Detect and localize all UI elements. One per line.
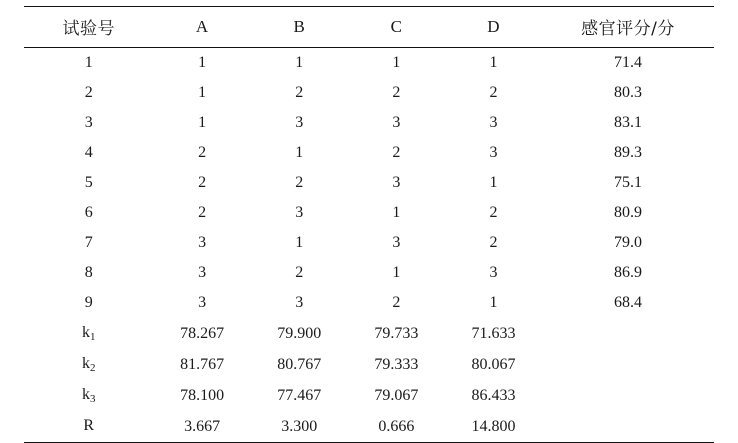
cell-run: 3 [84, 114, 93, 131]
cell-b: 79.900 [277, 324, 322, 342]
cell-score [542, 318, 714, 349]
cell-b: 3 [295, 114, 304, 131]
cell-d: 1 [489, 294, 498, 311]
cell-run: 1 [84, 54, 93, 71]
cell-score: 71.4 [614, 54, 642, 71]
document-page [0, 6, 738, 435]
cell-b: 3 [295, 204, 304, 221]
column-header-d: D [445, 7, 542, 48]
cell-d: 3 [489, 264, 498, 281]
cell-a: 3 [198, 234, 207, 251]
summary-label-base: k [82, 324, 90, 341]
cell-c: 3 [392, 234, 401, 251]
cell-a: 1 [198, 54, 207, 71]
summary-row [24, 411, 714, 443]
table-row [24, 48, 714, 79]
cell-run: 4 [84, 144, 93, 161]
cell-d: 2 [489, 204, 498, 221]
cell-a: 81.767 [180, 355, 225, 373]
table-row [24, 288, 714, 318]
cell-a: 2 [198, 204, 207, 221]
summary-row [24, 318, 714, 349]
cell-score: 75.1 [614, 174, 642, 191]
table-row [24, 108, 714, 138]
table-row [24, 198, 714, 228]
cell-b: 1 [295, 54, 304, 71]
cell-a: 2 [198, 144, 207, 161]
cell-b: 3.300 [251, 411, 348, 443]
summary-label-base: R [83, 417, 95, 434]
cell-run: 9 [84, 294, 93, 311]
cell-d: 2 [489, 84, 498, 101]
summary-label-sub: 3 [90, 393, 96, 405]
cell-c: 79.733 [374, 324, 419, 342]
summary-row [24, 349, 714, 380]
column-header-c: C [348, 7, 445, 48]
cell-a: 2 [198, 174, 207, 191]
header-row [24, 7, 714, 48]
summary-label [24, 349, 154, 380]
summary-label [24, 411, 154, 443]
cell-a: 3.667 [154, 411, 251, 443]
cell-d: 3 [489, 144, 498, 161]
cell-a: 1 [198, 84, 207, 101]
table-row [24, 78, 714, 108]
cell-b: 1 [295, 144, 304, 161]
column-header-run: 试验号 [24, 7, 154, 48]
cell-d: 86.433 [471, 386, 516, 404]
cell-d: 3 [489, 114, 498, 131]
cell-run: 6 [84, 204, 93, 221]
cell-b: 3 [295, 294, 304, 311]
cell-b: 80.767 [277, 355, 322, 373]
cell-score: 89.3 [614, 144, 642, 161]
cell-d: 1 [489, 54, 498, 71]
cell-d: 2 [489, 234, 498, 251]
cell-score: 80.3 [614, 84, 642, 101]
cell-run: 7 [84, 234, 93, 251]
table-body [24, 48, 714, 443]
cell-b: 2 [295, 174, 304, 191]
cell-score: 86.9 [614, 264, 642, 281]
cell-score: 80.9 [614, 204, 642, 221]
cell-c: 0.666 [348, 411, 445, 443]
cell-c: 2 [392, 144, 401, 161]
cell-a: 3 [198, 294, 207, 311]
summary-label [24, 318, 154, 349]
summary-label-sub: 1 [90, 331, 96, 343]
column-header-sensory-score: 感官评分/分 [542, 7, 714, 48]
cell-score: 68.4 [614, 294, 642, 311]
cell-c: 3 [392, 114, 401, 131]
orthogonal-results-table [24, 6, 714, 443]
cell-c: 79.333 [374, 355, 419, 373]
cell-b: 2 [295, 84, 304, 101]
cell-b: 77.467 [277, 386, 322, 404]
cell-score: 83.1 [614, 114, 642, 131]
cell-a: 78.100 [180, 386, 225, 404]
cell-b: 2 [295, 264, 304, 281]
cell-score: 79.0 [614, 234, 642, 251]
column-header-b: B [251, 7, 348, 48]
cell-score [542, 349, 714, 380]
cell-d: 14.800 [445, 411, 542, 443]
table-row [24, 138, 714, 168]
cell-b: 1 [295, 234, 304, 251]
summary-row [24, 380, 714, 411]
column-header-a: A [154, 7, 251, 48]
cell-d: 80.067 [471, 355, 516, 373]
cell-c: 1 [392, 54, 401, 71]
cell-c: 79.067 [374, 386, 419, 404]
cell-a: 3 [198, 264, 207, 281]
cell-c: 2 [392, 294, 401, 311]
table-header [24, 7, 714, 48]
cell-a: 1 [198, 114, 207, 131]
table-row [24, 168, 714, 198]
cell-c: 1 [392, 204, 401, 221]
cell-c: 2 [392, 84, 401, 101]
summary-label-sub: 2 [90, 362, 96, 374]
cell-d: 1 [489, 174, 498, 191]
cell-c: 1 [392, 264, 401, 281]
summary-label-base: k [82, 355, 90, 372]
cell-a: 78.267 [180, 324, 225, 342]
cell-run: 8 [84, 264, 93, 281]
summary-label-base: k [82, 386, 90, 403]
table-row [24, 228, 714, 258]
summary-label [24, 380, 154, 411]
cell-run: 5 [84, 174, 93, 191]
cell-score [542, 380, 714, 411]
cell-score [542, 411, 714, 443]
cell-run: 2 [84, 84, 93, 101]
cell-d: 71.633 [471, 324, 516, 342]
table-row [24, 258, 714, 288]
cell-c: 3 [392, 174, 401, 191]
